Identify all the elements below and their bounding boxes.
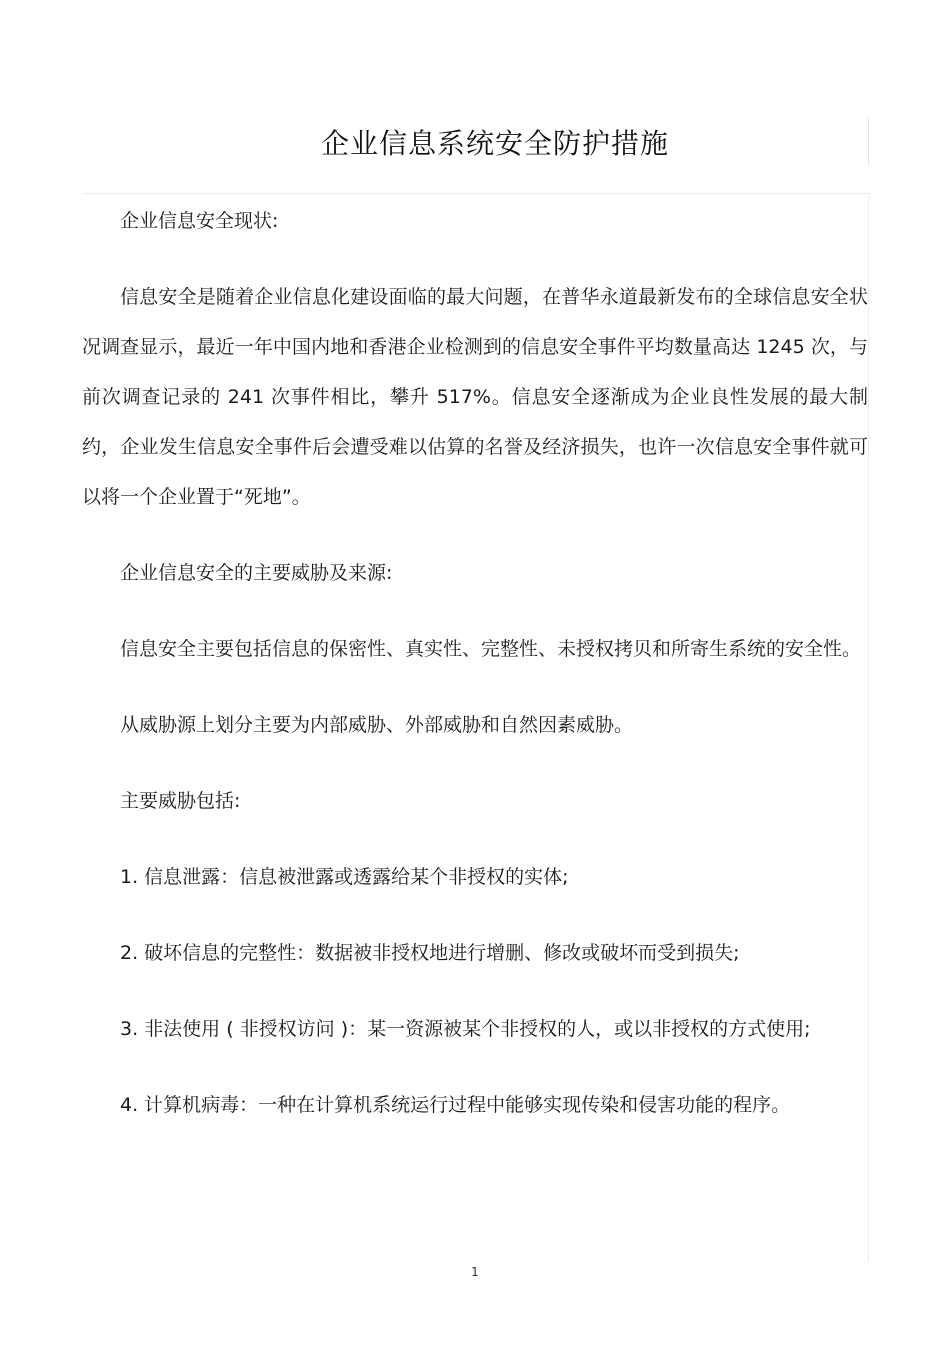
section-heading-threats: 企业信息安全的主要威胁及来源: — [120, 562, 393, 584]
list-item: 4. 计算机病毒：一种在计算机系统运行过程中能够实现传染和侵害功能的程序。 — [120, 1094, 791, 1116]
page-number: 1 — [471, 1265, 479, 1279]
list-item: 2. 破坏信息的完整性：数据被非授权地进行增删、修改或破坏而受到损失; — [120, 942, 740, 964]
document-title: 企业信息系统安全防护措施 — [320, 127, 669, 160]
section-heading-status: 企业信息安全现状: — [120, 210, 279, 232]
margin-divider — [868, 196, 869, 1262]
paragraph-status: 信息安全是随着企业信息化建设面临的最大问题，在普华永道最新发布的全球信息安全状况调查显示，最近一年中国内地和香港企业检测到的信息安全事件平均数量高达 1245 次，与前次调查记录的 241 次事件相比，攀升 517%。信息安全逐渐成为企业良性发展的最大制约，企业发生信息安全事件后会遭受难以估算的名誉及经济损失，也许一次信息安全事件就可以将一个企业置于“死地”。 — [82, 286, 868, 508]
paragraph-security-scope: 信息安全主要包括信息的保密性、真实性、完整性、未授权拷贝和所寄生系统的安全性。 — [120, 638, 862, 660]
header-divider — [82, 193, 870, 194]
list-item: 1. 信息泄露：信息被泄露或透露给某个非授权的实体; — [120, 866, 569, 888]
paragraph-threat-sources: 从威胁源上划分主要为内部威胁、外部威胁和自然因素威胁。 — [120, 714, 634, 736]
list-heading-main-threats: 主要威胁包括: — [120, 790, 241, 812]
document-body — [82, 196, 868, 1156]
list-item: 3. 非法使用 ( 非授权访问 )：某一资源被某个非授权的人，或以非授权的方式使用; — [120, 1018, 811, 1040]
